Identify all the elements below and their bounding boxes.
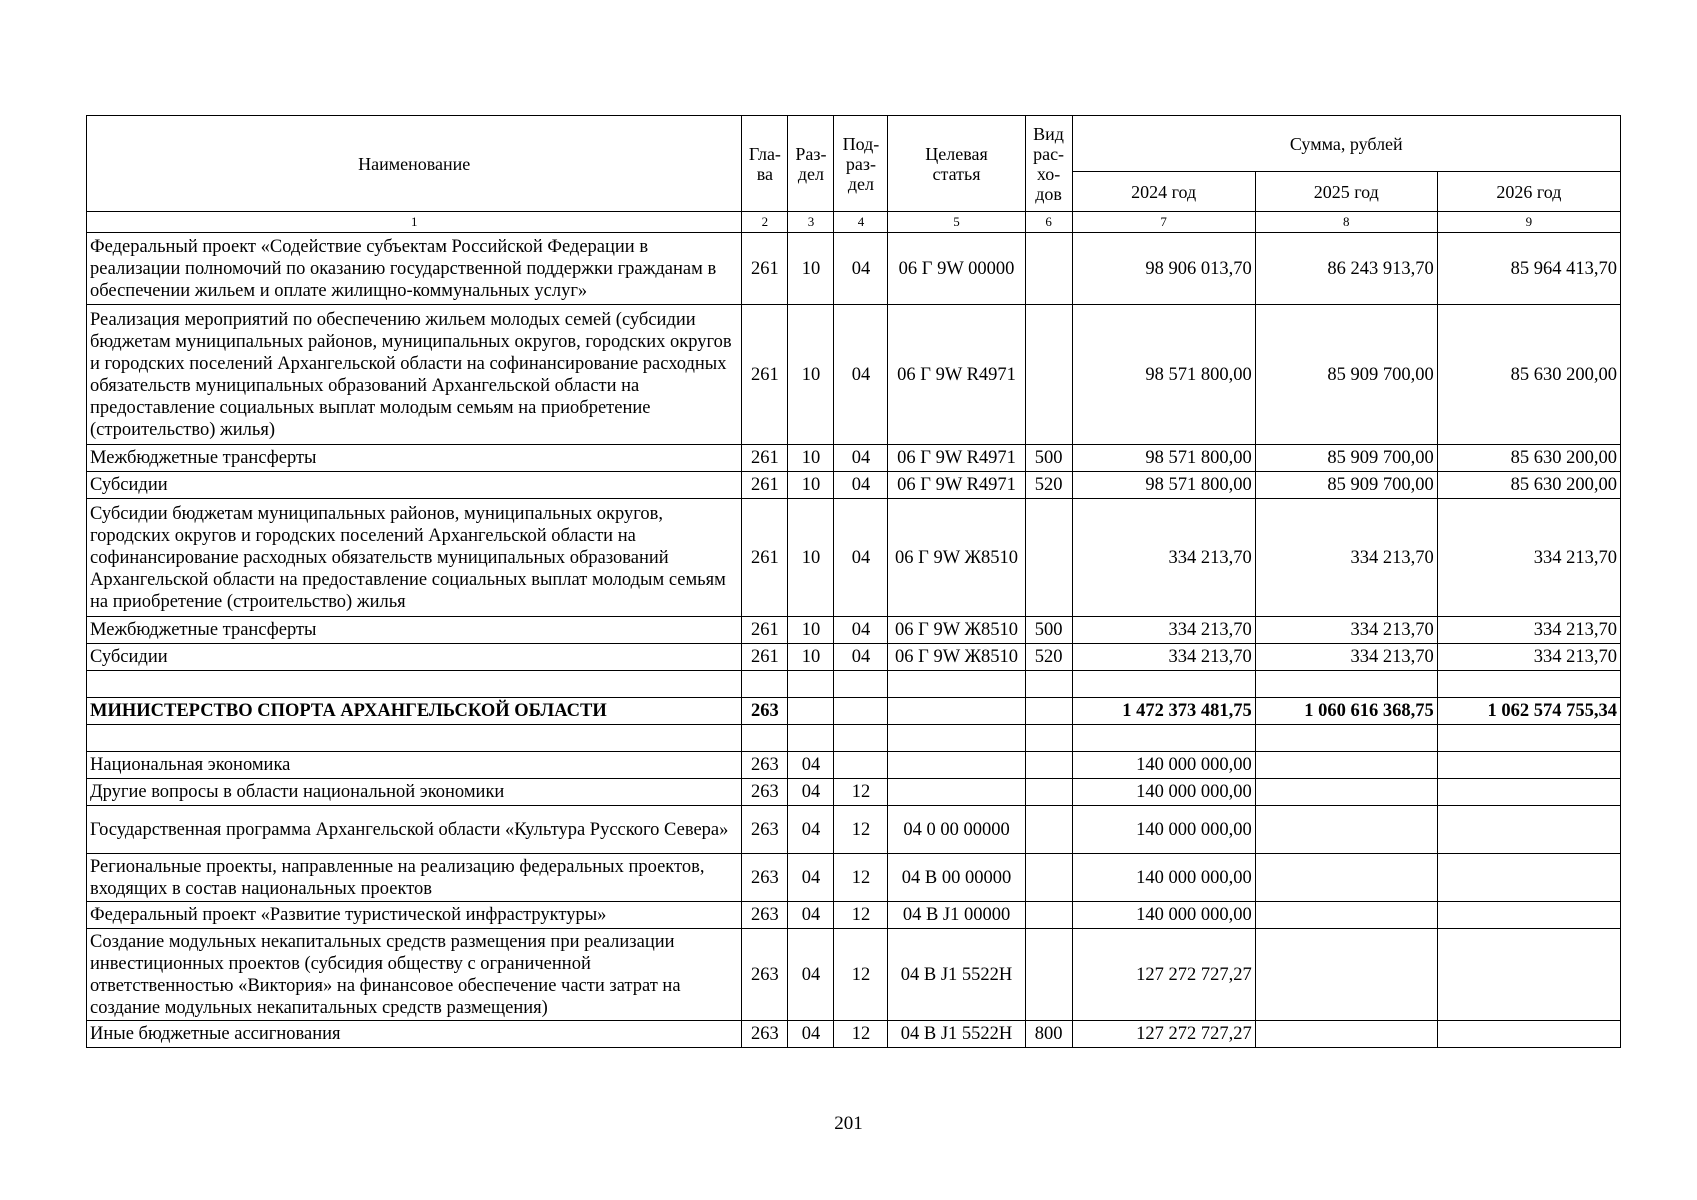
- row-sum-2024: 98 571 800,00: [1072, 445, 1255, 472]
- row-glava: 263: [742, 1021, 788, 1048]
- table-row: [87, 644, 1621, 671]
- row-celevaya-statya: 06 Г 9W R4971: [888, 305, 1025, 445]
- row-razdel: 10: [788, 472, 834, 499]
- row-vid-rashodov: 520: [1025, 644, 1072, 671]
- row-sum-2026: [1437, 806, 1620, 854]
- column-number: 5: [888, 212, 1025, 233]
- row-podrazdel: [834, 698, 888, 725]
- row-name: Межбюджетные трансферты: [87, 445, 742, 472]
- row-razdel: 10: [788, 233, 834, 305]
- row-sum-2026: 85 630 200,00: [1437, 472, 1620, 499]
- row-celevaya-statya: 04 В J1 5522Н: [888, 929, 1025, 1021]
- row-sum-2025: 85 909 700,00: [1255, 445, 1437, 472]
- row-vid-rashodov: [1025, 305, 1072, 445]
- row-podrazdel: [834, 752, 888, 779]
- header-celevaya-statya: Целевая статья: [888, 116, 1025, 212]
- row-sum-2025: [1255, 725, 1437, 752]
- row-celevaya-statya: 06 Г 9W 00000: [888, 233, 1025, 305]
- row-name: Региональные проекты, направленные на реализацию федеральных проектов, входящих в состав национальных проектов: [87, 854, 742, 902]
- row-podrazdel: 04: [834, 445, 888, 472]
- row-podrazdel: 04: [834, 305, 888, 445]
- table-row: [87, 305, 1621, 445]
- row-celevaya-statya: 04 0 00 00000: [888, 806, 1025, 854]
- page-number: 201: [834, 1113, 863, 1134]
- row-podrazdel: 04: [834, 472, 888, 499]
- table-row: [87, 779, 1621, 806]
- row-glava: 263: [742, 752, 788, 779]
- table-row: [87, 698, 1621, 725]
- row-glava: [742, 725, 788, 752]
- row-glava: 261: [742, 233, 788, 305]
- row-sum-2024: 140 000 000,00: [1072, 902, 1255, 929]
- table-row: [87, 854, 1621, 902]
- header-vid-rashodov: Вид рас- хо- дов: [1025, 116, 1072, 212]
- row-sum-2024: 140 000 000,00: [1072, 854, 1255, 902]
- table-row: [87, 445, 1621, 472]
- table-row: [87, 752, 1621, 779]
- row-sum-2024: 127 272 727,27: [1072, 1021, 1255, 1048]
- table-row: [87, 725, 1621, 752]
- row-razdel: 10: [788, 445, 834, 472]
- row-sum-2024: 98 571 800,00: [1072, 305, 1255, 445]
- row-sum-2024: 98 571 800,00: [1072, 472, 1255, 499]
- row-sum-2025: 1 060 616 368,75: [1255, 698, 1437, 725]
- row-podrazdel: 12: [834, 929, 888, 1021]
- row-sum-2026: 334 213,70: [1437, 617, 1620, 644]
- header-razdel: Раз- дел: [788, 116, 834, 212]
- column-number: 3: [788, 212, 834, 233]
- row-name: Реализация мероприятий по обеспечению жильем молодых семей (субсидии бюджетам муниципальных районов, муниципальных округов, городских округов и городских поселений Архангельской области на софинансирование расходных обязательств муниципальных образований Архангельской области на предоставление социальных выплат молодым семьям на приобретение (строительство) жилья): [87, 305, 742, 445]
- row-razdel: 10: [788, 617, 834, 644]
- row-sum-2026: [1437, 779, 1620, 806]
- row-podrazdel: [834, 671, 888, 698]
- row-sum-2025: [1255, 902, 1437, 929]
- row-vid-rashodov: [1025, 671, 1072, 698]
- row-sum-2025: 85 909 700,00: [1255, 305, 1437, 445]
- row-podrazdel: 12: [834, 902, 888, 929]
- row-sum-2025: 334 213,70: [1255, 644, 1437, 671]
- row-sum-2025: 86 243 913,70: [1255, 233, 1437, 305]
- row-podrazdel: 04: [834, 617, 888, 644]
- row-glava: 261: [742, 445, 788, 472]
- row-glava: 261: [742, 472, 788, 499]
- row-name: Федеральный проект «Развитие туристической инфраструктуры»: [87, 902, 742, 929]
- column-number: 8: [1255, 212, 1437, 233]
- column-number: 1: [87, 212, 742, 233]
- row-celevaya-statya: 04 В 00 00000: [888, 854, 1025, 902]
- row-sum-2024: 334 213,70: [1072, 499, 1255, 617]
- header-2025: 2025 год: [1255, 172, 1437, 212]
- row-razdel: 04: [788, 854, 834, 902]
- row-razdel: 04: [788, 902, 834, 929]
- row-name: Иные бюджетные ассигнования: [87, 1021, 742, 1048]
- row-razdel: 04: [788, 806, 834, 854]
- row-podrazdel: 12: [834, 779, 888, 806]
- row-vid-rashodov: [1025, 698, 1072, 725]
- row-podrazdel: 12: [834, 806, 888, 854]
- row-sum-2026: 85 630 200,00: [1437, 445, 1620, 472]
- header-2026: 2026 год: [1437, 172, 1620, 212]
- row-sum-2025: 85 909 700,00: [1255, 472, 1437, 499]
- table-row: [87, 902, 1621, 929]
- row-glava: 263: [742, 779, 788, 806]
- row-glava: 261: [742, 499, 788, 617]
- row-sum-2024: 1 472 373 481,75: [1072, 698, 1255, 725]
- row-sum-2025: [1255, 806, 1437, 854]
- row-vid-rashodov: 520: [1025, 472, 1072, 499]
- row-sum-2025: [1255, 671, 1437, 698]
- row-podrazdel: 04: [834, 644, 888, 671]
- row-sum-2026: [1437, 854, 1620, 902]
- row-sum-2024: 140 000 000,00: [1072, 779, 1255, 806]
- row-celevaya-statya: 06 Г 9W Ж8510: [888, 644, 1025, 671]
- row-sum-2024: 127 272 727,27: [1072, 929, 1255, 1021]
- row-name: Межбюджетные трансферты: [87, 617, 742, 644]
- row-razdel: 04: [788, 752, 834, 779]
- table-row: [87, 617, 1621, 644]
- row-podrazdel: [834, 725, 888, 752]
- row-razdel: 04: [788, 779, 834, 806]
- row-sum-2024: 334 213,70: [1072, 617, 1255, 644]
- row-razdel: 10: [788, 499, 834, 617]
- row-razdel: 04: [788, 929, 834, 1021]
- row-sum-2026: [1437, 929, 1620, 1021]
- row-celevaya-statya: [888, 698, 1025, 725]
- row-razdel: 04: [788, 1021, 834, 1048]
- row-glava: [742, 671, 788, 698]
- row-vid-rashodov: [1025, 233, 1072, 305]
- row-name: [87, 671, 742, 698]
- row-sum-2026: [1437, 725, 1620, 752]
- row-sum-2025: [1255, 752, 1437, 779]
- row-vid-rashodov: [1025, 806, 1072, 854]
- row-glava: 263: [742, 854, 788, 902]
- row-glava: 261: [742, 617, 788, 644]
- row-name: Другие вопросы в области национальной экономики: [87, 779, 742, 806]
- table-row: [87, 929, 1621, 1021]
- row-vid-rashodov: [1025, 499, 1072, 617]
- row-name: Создание модульных некапитальных средств размещения при реализации инвестиционных проектов (субсидия обществу с ограниченной ответственностью «Виктория» на финансовое обеспечение части затрат на создание модульных некапитальных средств размещения): [87, 929, 742, 1021]
- row-celevaya-statya: 06 Г 9W Ж8510: [888, 499, 1025, 617]
- row-sum-2025: [1255, 929, 1437, 1021]
- row-sum-2026: [1437, 752, 1620, 779]
- header-podrazdel: Под- раз- дел: [834, 116, 888, 212]
- header-summa: Сумма, рублей: [1072, 116, 1620, 172]
- row-celevaya-statya: 06 Г 9W R4971: [888, 472, 1025, 499]
- row-razdel: 10: [788, 644, 834, 671]
- row-podrazdel: 12: [834, 1021, 888, 1048]
- row-celevaya-statya: [888, 779, 1025, 806]
- row-sum-2026: 334 213,70: [1437, 644, 1620, 671]
- row-celevaya-statya: 04 В J1 00000: [888, 902, 1025, 929]
- table-row: [87, 806, 1621, 854]
- column-number: 9: [1437, 212, 1620, 233]
- row-vid-rashodov: [1025, 902, 1072, 929]
- row-celevaya-statya: [888, 671, 1025, 698]
- row-name: Субсидии бюджетам муниципальных районов, муниципальных округов, городских округов и городских поселений Архангельской области на софинансирование расходных обязательств муниципальных образований Архангельской области на предоставление социальных выплат молодым семьям на приобретение (строительство) жилья: [87, 499, 742, 617]
- row-sum-2024: 140 000 000,00: [1072, 752, 1255, 779]
- row-podrazdel: 04: [834, 499, 888, 617]
- row-name: Субсидии: [87, 472, 742, 499]
- budget-table: [86, 115, 1621, 1048]
- row-vid-rashodov: [1025, 752, 1072, 779]
- table-row: [87, 472, 1621, 499]
- row-sum-2024: 334 213,70: [1072, 644, 1255, 671]
- row-sum-2026: 334 213,70: [1437, 499, 1620, 617]
- row-celevaya-statya: [888, 752, 1025, 779]
- row-sum-2024: 98 906 013,70: [1072, 233, 1255, 305]
- row-sum-2025: [1255, 1021, 1437, 1048]
- column-number: 4: [834, 212, 888, 233]
- row-name: Национальная экономика: [87, 752, 742, 779]
- row-sum-2025: 334 213,70: [1255, 617, 1437, 644]
- row-vid-rashodov: 500: [1025, 445, 1072, 472]
- row-name: [87, 725, 742, 752]
- row-sum-2026: 85 630 200,00: [1437, 305, 1620, 445]
- row-sum-2026: [1437, 671, 1620, 698]
- row-razdel: [788, 725, 834, 752]
- header-glava: Гла- ва: [742, 116, 788, 212]
- row-glava: 261: [742, 305, 788, 445]
- row-vid-rashodov: 500: [1025, 617, 1072, 644]
- row-vid-rashodov: [1025, 929, 1072, 1021]
- row-celevaya-statya: 04 В J1 5522Н: [888, 1021, 1025, 1048]
- row-glava: 263: [742, 929, 788, 1021]
- row-name: Федеральный проект «Содействие субъектам Российской Федерации в реализации полномочий по оказанию государственной поддержки гражданам в обеспечении жильем и оплате жилищно-коммунальных услуг»: [87, 233, 742, 305]
- row-name: Субсидии: [87, 644, 742, 671]
- row-glava: 263: [742, 806, 788, 854]
- row-sum-2025: [1255, 854, 1437, 902]
- row-celevaya-statya: [888, 725, 1025, 752]
- column-number-row: [87, 212, 1621, 233]
- table-row: [87, 233, 1621, 305]
- row-sum-2026: [1437, 1021, 1620, 1048]
- row-razdel: 10: [788, 305, 834, 445]
- row-sum-2025: 334 213,70: [1255, 499, 1437, 617]
- row-celevaya-statya: 06 Г 9W Ж8510: [888, 617, 1025, 644]
- row-sum-2024: 140 000 000,00: [1072, 806, 1255, 854]
- row-name: МИНИСТЕРСТВО СПОРТА АРХАНГЕЛЬСКОЙ ОБЛАСТИ: [87, 698, 742, 725]
- header-name: Наименование: [87, 116, 742, 212]
- column-number: 6: [1025, 212, 1072, 233]
- row-vid-rashodov: [1025, 854, 1072, 902]
- row-vid-rashodov: [1025, 725, 1072, 752]
- row-sum-2026: 1 062 574 755,34: [1437, 698, 1620, 725]
- row-sum-2024: [1072, 671, 1255, 698]
- row-glava: 263: [742, 902, 788, 929]
- row-sum-2026: [1437, 902, 1620, 929]
- row-glava: 261: [742, 644, 788, 671]
- column-number: 7: [1072, 212, 1255, 233]
- row-sum-2024: [1072, 725, 1255, 752]
- row-name: Государственная программа Архангельской области «Культура Русского Севера»: [87, 806, 742, 854]
- row-razdel: [788, 698, 834, 725]
- column-number: 2: [742, 212, 788, 233]
- row-sum-2026: 85 964 413,70: [1437, 233, 1620, 305]
- header-2024: 2024 год: [1072, 172, 1255, 212]
- row-podrazdel: 12: [834, 854, 888, 902]
- row-glava: 263: [742, 698, 788, 725]
- row-podrazdel: 04: [834, 233, 888, 305]
- table-row: [87, 1021, 1621, 1048]
- row-vid-rashodov: [1025, 779, 1072, 806]
- row-razdel: [788, 671, 834, 698]
- row-vid-rashodov: 800: [1025, 1021, 1072, 1048]
- row-sum-2025: [1255, 779, 1437, 806]
- row-celevaya-statya: 06 Г 9W R4971: [888, 445, 1025, 472]
- table-row: [87, 671, 1621, 698]
- table-row: [87, 499, 1621, 617]
